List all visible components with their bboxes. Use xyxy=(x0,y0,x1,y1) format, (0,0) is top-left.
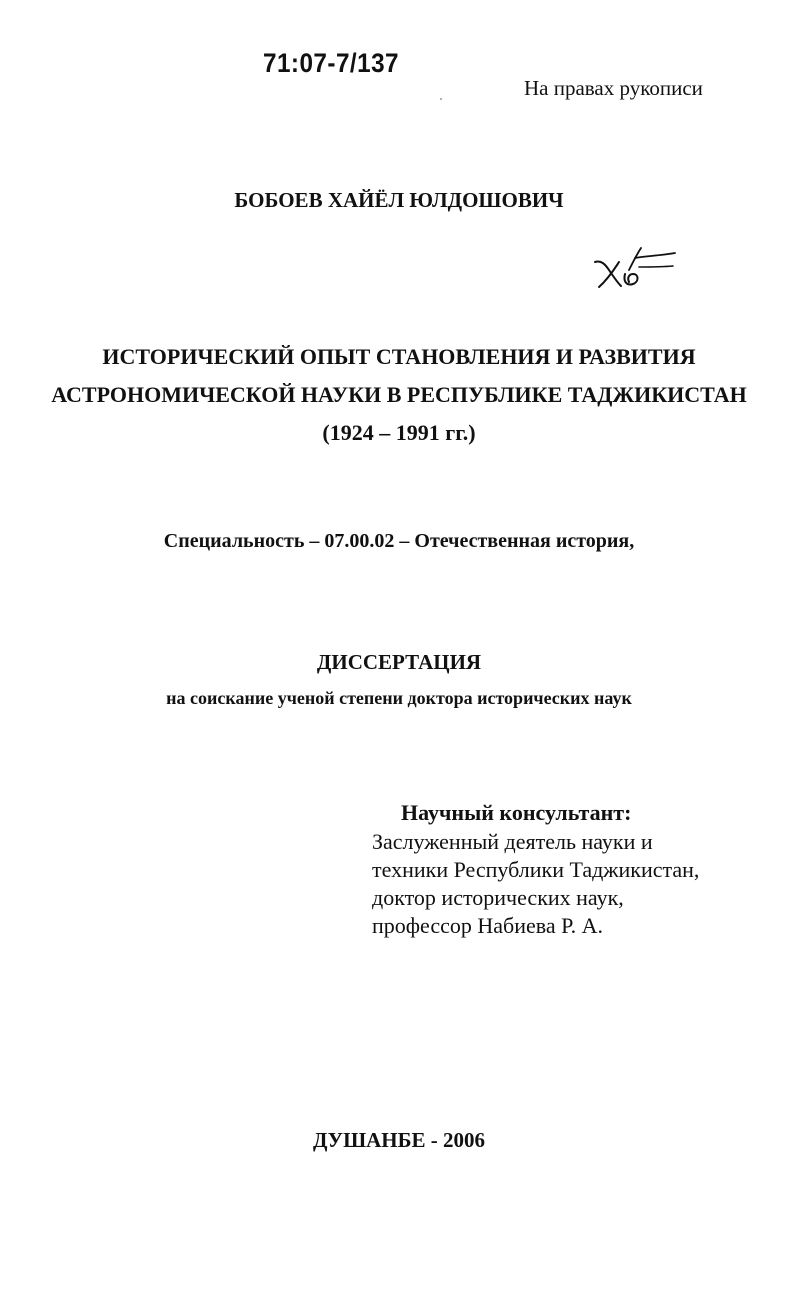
title-line-1: ИСТОРИЧЕСКИЙ ОПЫТ СТАНОВЛЕНИЯ И РАЗВИТИЯ xyxy=(102,344,696,369)
consultant-details xyxy=(372,828,699,940)
catalog-code: 71:07-7/137 xyxy=(263,48,400,78)
rights-note: На правах рукописи xyxy=(524,76,703,100)
consultant-line-3: доктор исторических наук, xyxy=(372,885,624,910)
handwritten-signature xyxy=(585,240,680,295)
dissertation-title xyxy=(0,338,798,452)
consultant-line-1: Заслуженный деятель науки и xyxy=(372,829,653,854)
specialty: Специальность – 07.00.02 – Отечественная история, xyxy=(163,530,635,552)
document-type: ДИССЕРТАЦИЯ xyxy=(316,650,482,674)
consultant-line-4: профессор Набиева Р. А. xyxy=(372,913,603,938)
degree-line: на соискание ученой степени доктора исторических наук xyxy=(166,688,632,708)
consultant-line-2: техники Республики Таджикистан, xyxy=(372,857,700,882)
consultant-heading: Научный консультант: xyxy=(401,800,632,825)
scan-speck xyxy=(440,98,442,100)
title-line-2: АСТРОНОМИЧЕСКОЙ НАУКИ В РЕСПУБЛИКЕ ТАДЖИКИСТАН xyxy=(51,382,747,407)
city-year: ДУШАНБЕ - 2006 xyxy=(312,1128,486,1152)
author-name: БОБОЕВ ХАЙЁЛ ЮЛДОШОВИЧ xyxy=(234,188,564,212)
title-years: (1924 – 1991 гг.) xyxy=(322,420,476,445)
